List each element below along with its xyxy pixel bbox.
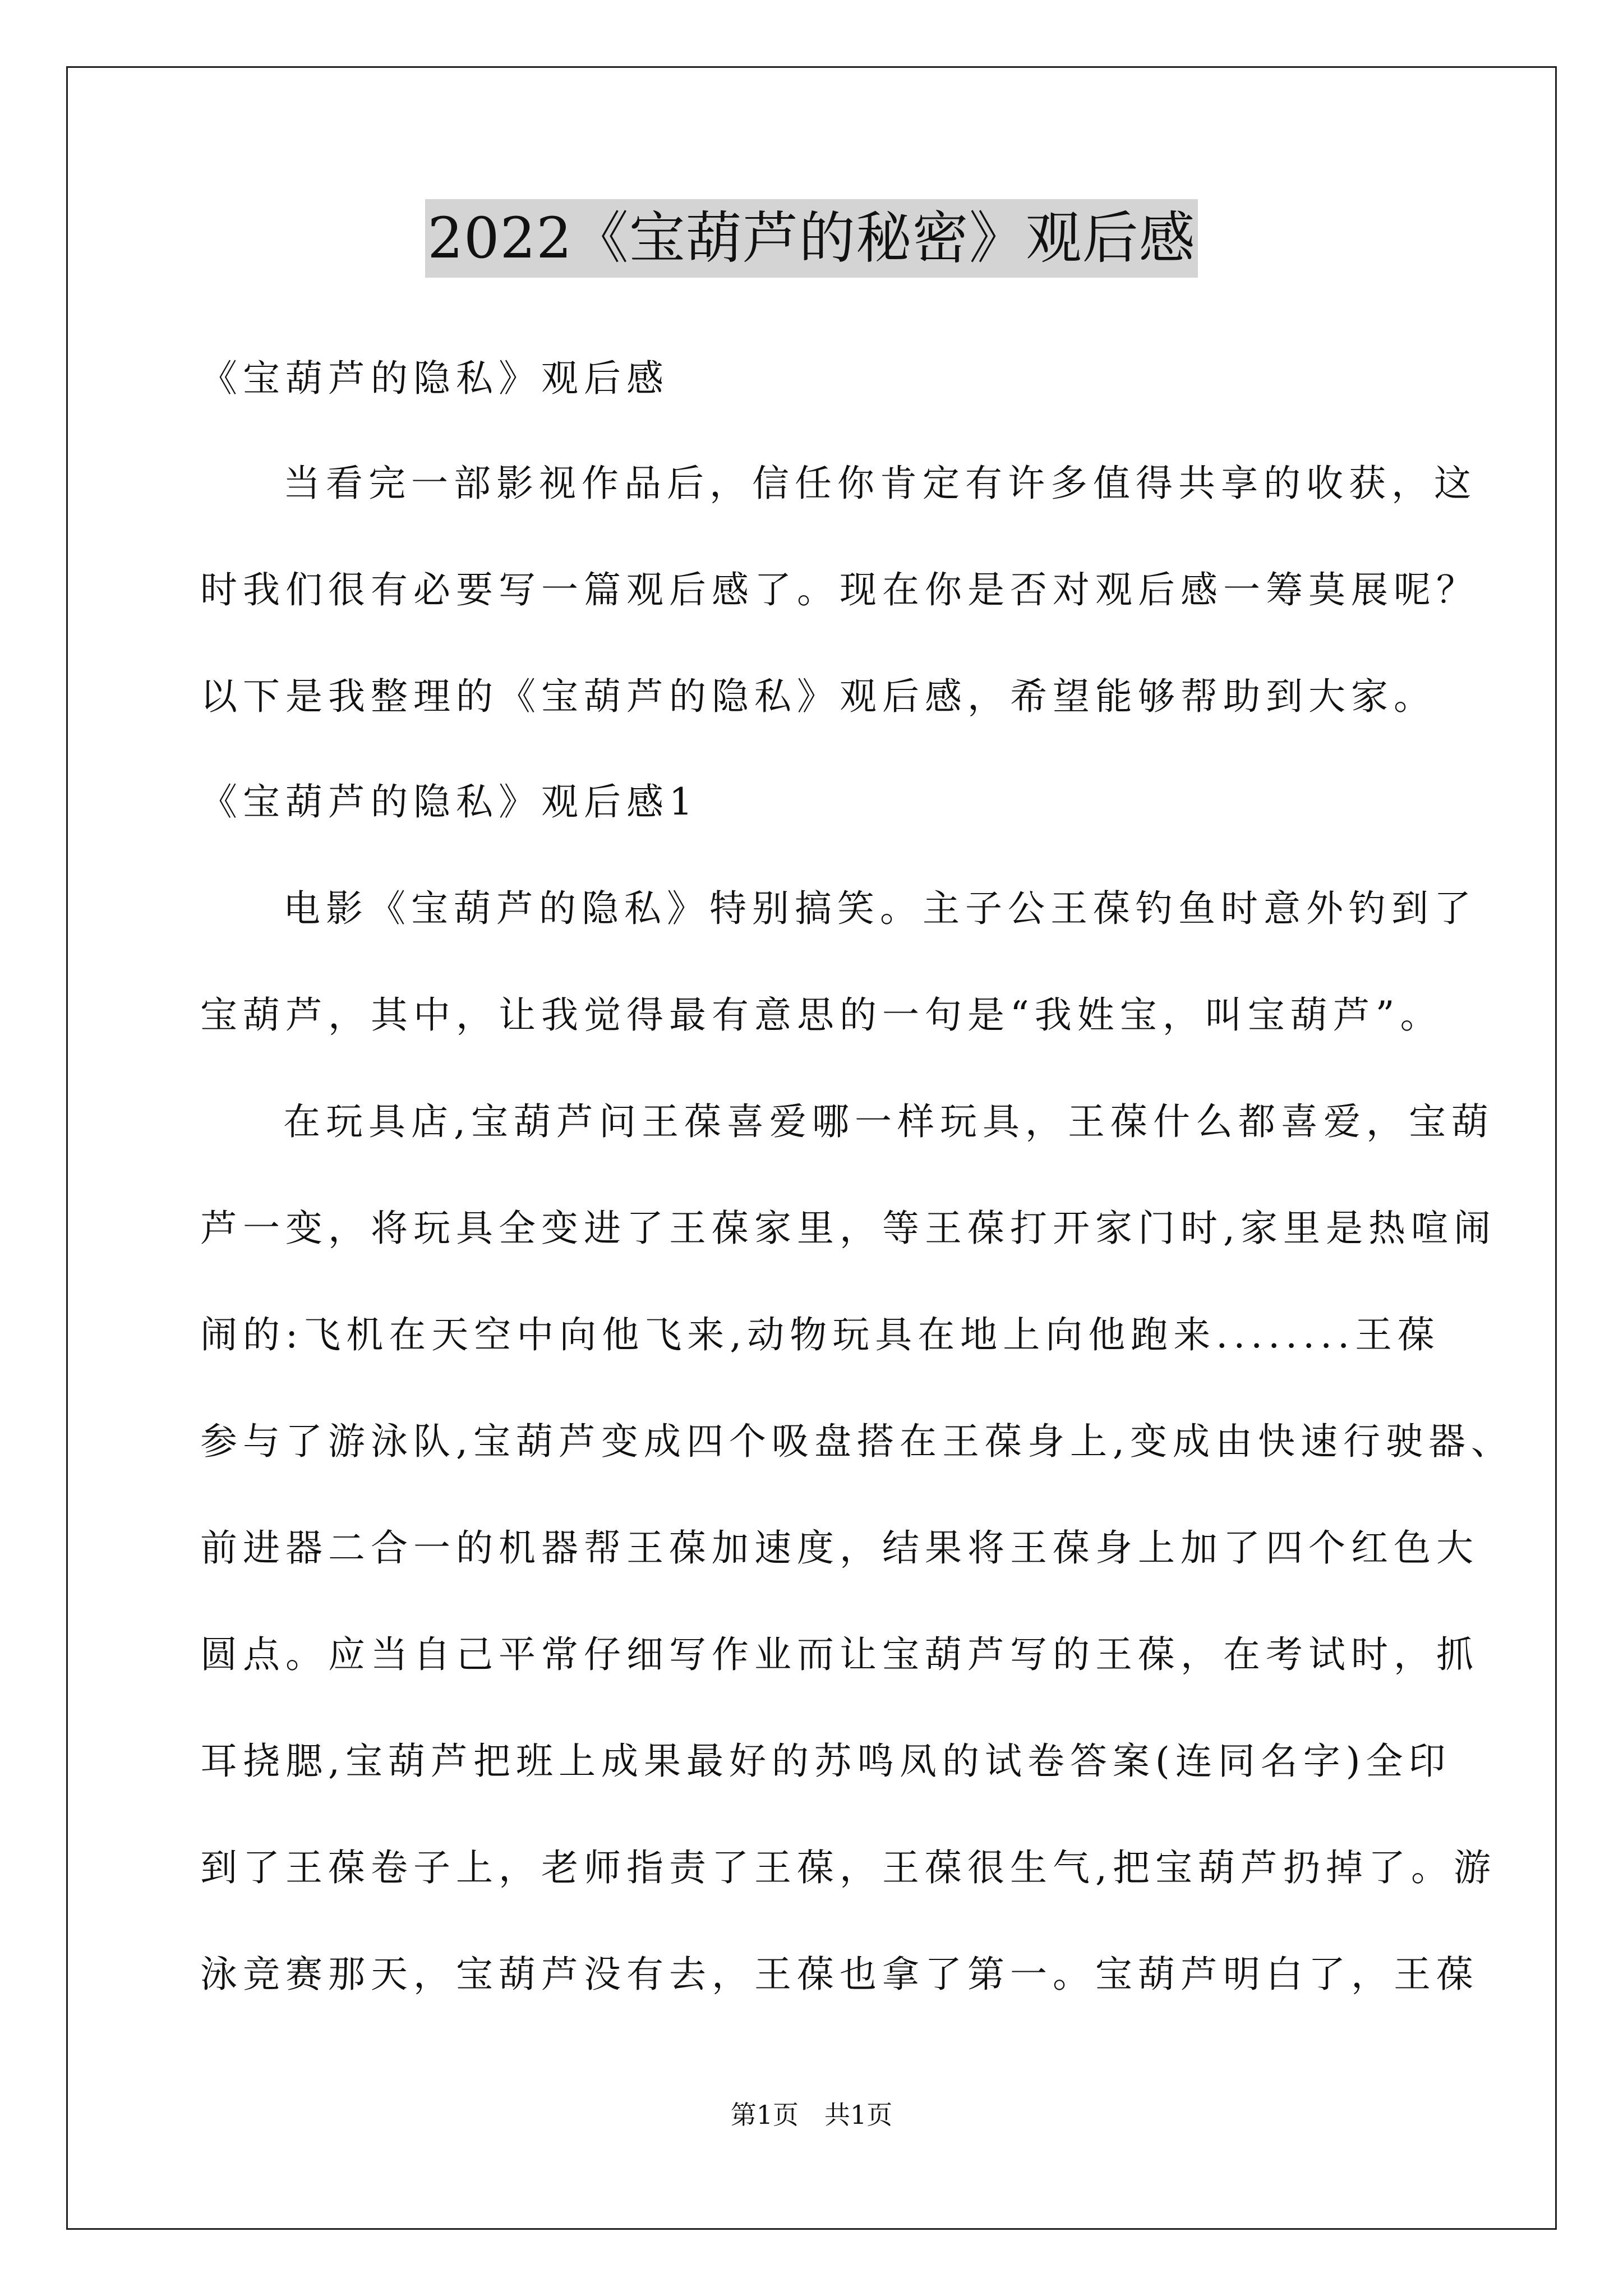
- text-line: 在玩具店,宝葫芦问王葆喜爱哪一样玩具，王葆什么都喜爱，宝葫: [283, 1100, 1494, 1143]
- text-line: 前进器二合一的机器帮王葆加速度，结果将王葆身上加了四个红色大: [200, 1526, 1479, 1570]
- text-line: 电影《宝葫芦的隐私》特别搞笑。主子公王葆钓鱼时意外钓到了: [283, 887, 1477, 930]
- text-line: 泳竞赛那天，宝葫芦没有去，王葆也拿了第一。宝葫芦明白了，王葆: [200, 1953, 1479, 1996]
- document-title: 2022《宝葫芦的秘密》观后感: [425, 199, 1198, 278]
- text-line: 圆点。应当自己平常仔细写作业而让宝葫芦写的王葆，在考试时，抓: [200, 1633, 1479, 1676]
- page-footer: 第1页 共1页: [730, 2100, 893, 2130]
- text-line: 参与了游泳队,宝葫芦变成四个吸盘搭在王葆身上,变成由快速行驶器、: [200, 1420, 1514, 1463]
- text-line: 耳挠腮,宝葫芦把班上成果最好的苏鸣凤的试卷答案(连同名字)全印: [200, 1740, 1451, 1783]
- section-heading: 《宝葫芦的隐私》观后感1: [200, 780, 698, 823]
- text-line: 当看完一部影视作品后，信任你肯定有许多值得共享的收获，这: [283, 462, 1477, 505]
- text-line: 以下是我整理的《宝葫芦的隐私》观后感，希望能够帮助到大家。: [200, 675, 1436, 718]
- section-heading: 《宝葫芦的隐私》观后感: [200, 357, 669, 400]
- text-line: 宝葫芦，其中，让我觉得最有意思的一句是“我姓宝，叫宝葫芦”。: [200, 993, 1443, 1037]
- text-line: 到了王葆卷子上，老师指责了王葆，王葆很生气,把宝葫芦扔掉了。游: [200, 1846, 1496, 1889]
- text-line: 时我们很有必要写一篇观后感了。现在你是否对观后感一筹莫展呢？: [200, 568, 1479, 611]
- title-container: [0, 199, 1623, 278]
- text-line: 芦一变，将玩具全变进了王葆家里，等王葆打开家门时,家里是热喧闹: [200, 1207, 1496, 1250]
- text-line: 闹的:飞机在天空中向他飞来,动物玩具在地上向他跑来........王葆: [200, 1313, 1441, 1356]
